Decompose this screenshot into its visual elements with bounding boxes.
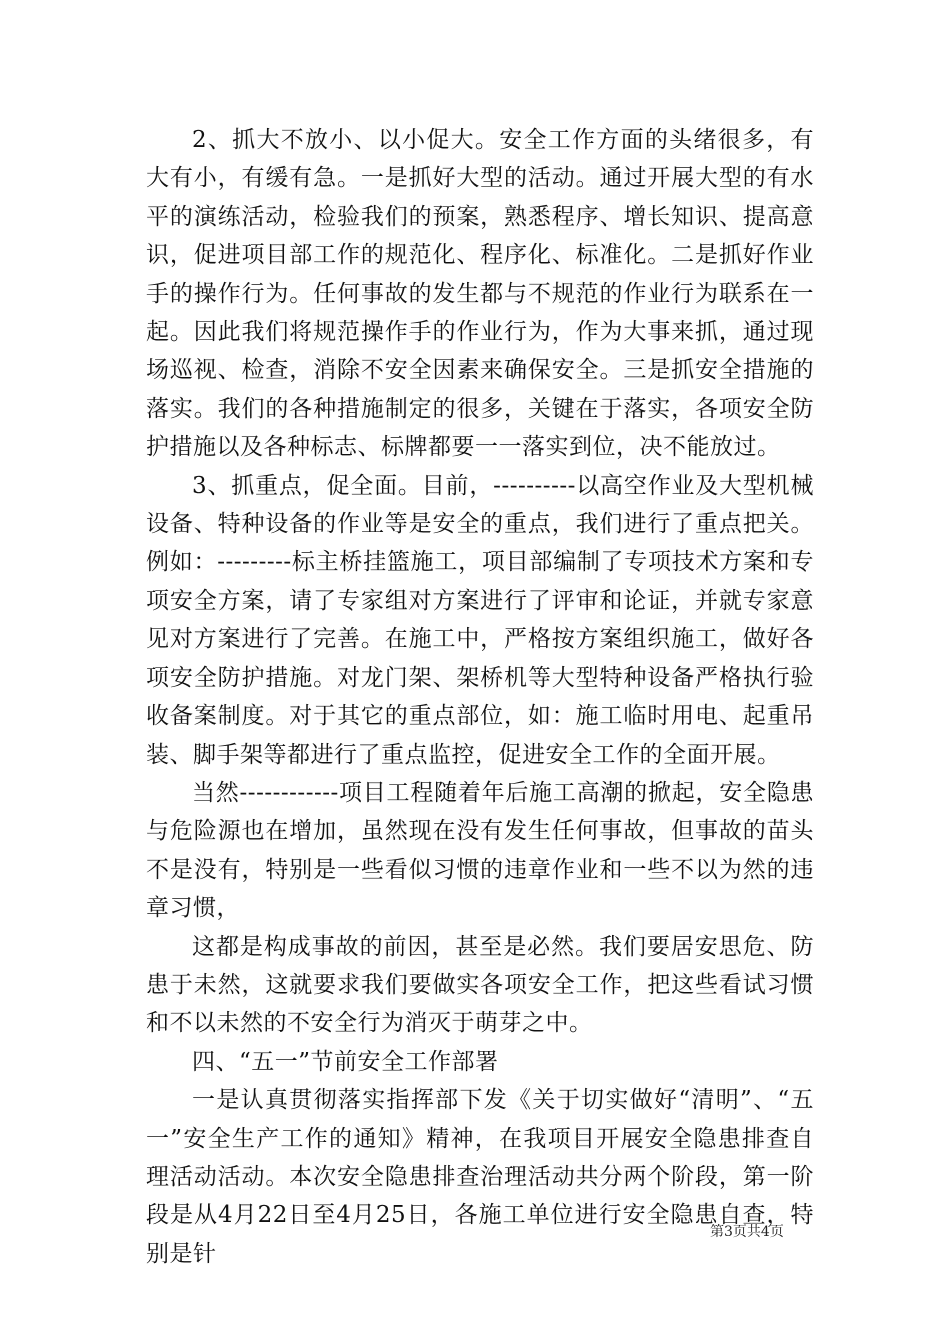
paragraph-grasp-big-not-small: 2、抓大不放小、以小促大。安全工作方面的头绪很多，有大有小，有缓有急。一是抓好大型的活动。通过开展大型的有水平的演练活动，检验我们的预案，熟悉程序、增长知识、提高意识，促进项目部工作的规范化、程序化、标准化。二是抓好作业手的操作行为。任何事故的发生都与不规范的作业行为联系在一起。因此我们将规范操作手的作业行为，作为大事来抓，通过现场巡视、检查，消除不安全因素来确保安全。三是抓安全措施的落实。我们的各种措施制定的很多，关键在于落实，各项安全防护措施以及各种标志、标牌都要一一落实到位，决不能放过。 — [146, 127, 814, 461]
document-body — [146, 121, 814, 1273]
paragraph-of-course: 当然------------项目工程随着年后施工高潮的掀起，安全隐患与危险源也在增加，虽然现在没有发生任何事故，但事故的苗头不是没有，特别是一些看似习惯的违章作业和一些不以为然的违章习惯， — [146, 779, 814, 922]
paragraph-grasp-key-points: 3、抓重点，促全面。目前，----------以高空作业及大型机械设备、特种设备的作业等是安全的重点，我们进行了重点把关。例如：---------标主桥挂篮施工，项目部编制了专项技术方案和专项安全方案，请了专家组对方案进行了评审和论证，并就专家意见对方案进行了完善。在施工中，严格按方案组织施工，做好各项安全防护措施。对龙门架、架桥机等大型特种设备严格执行验收备案制度。对于其它的重点部位，如：施工临时用电、起重吊装、脚手架等都进行了重点监控，促进安全工作的全面开展。 — [146, 472, 814, 768]
paragraph-implement-notice: 一是认真贯彻落实指挥部下发《关于切实做好“清明”、“五一”安全生产工作的通知》精神，在我项目开展安全隐患排查自理活动活动。本次安全隐患排查治理活动共分两个阶段，第一阶段是从4月22日至4月25日，各施工单位进行安全隐患自查，特别是针 — [146, 1087, 814, 1267]
paragraph-causes-of-accidents: 这都是构成事故的前因，甚至是必然。我们要居安思危、防患于未然，这就要求我们要做实各项安全工作，把这些看试习惯和不以未然的不安全行为消灭于萌芽之中。 — [146, 933, 814, 1037]
section-heading-may-day-deployment: 四、“五一”节前安全工作部署 — [192, 1048, 499, 1075]
page-number-footer: 第3页共4页 — [710, 1224, 784, 1240]
